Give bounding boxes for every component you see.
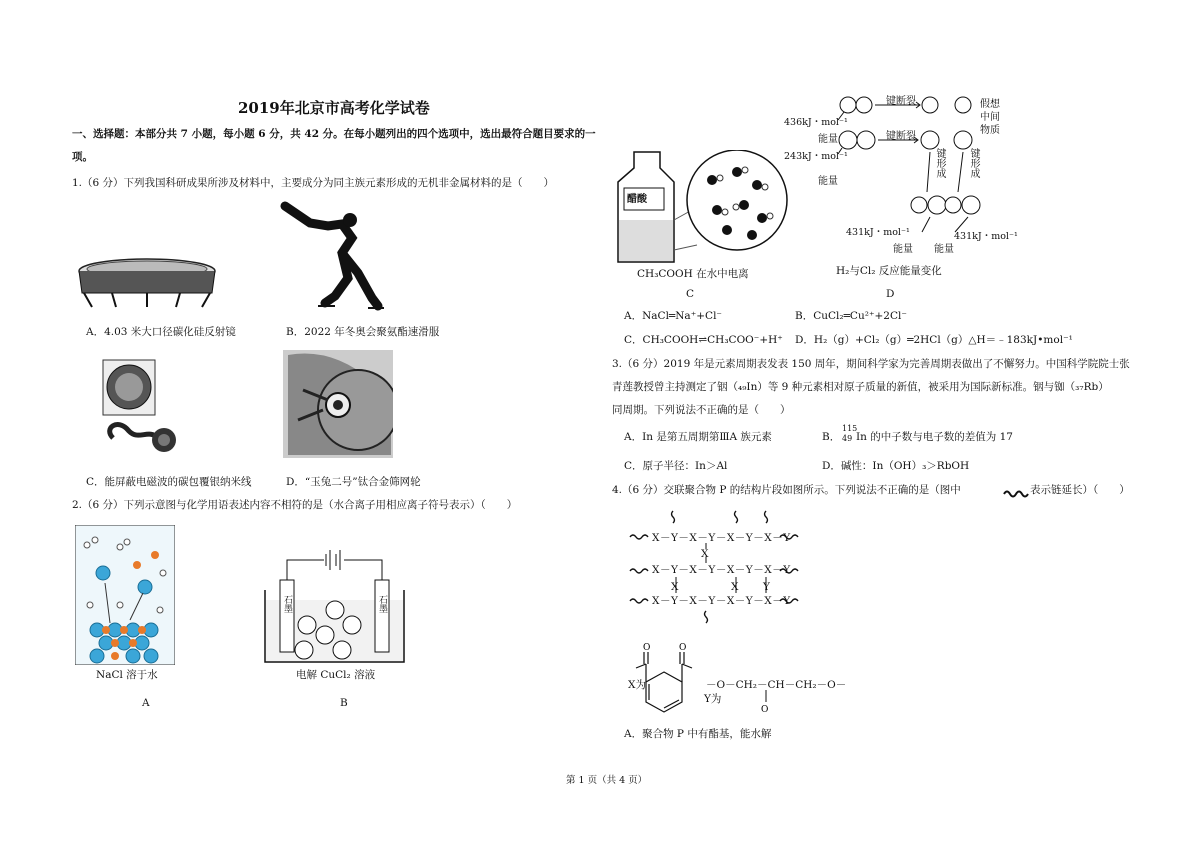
q4-y-branch xyxy=(756,690,776,722)
q4-stem-tail: 表示链延长）（ ） xyxy=(1030,484,1130,496)
q2-figure-c-caption: CH₃COOH 在水中电离 xyxy=(637,268,749,280)
q2-figure-d-e431b: 431kJ・mol⁻¹ xyxy=(954,231,1018,242)
q2-figure-d-caption: H₂与Cl₂ 反应能量变化 xyxy=(836,265,942,277)
q2-figure-b-letter: B xyxy=(340,697,348,709)
q2-figure-d-bond-break-1: 键断裂 xyxy=(886,96,916,107)
q2-figure-d-energy-4: 能量 xyxy=(934,244,954,255)
q4-y-chain: －O－CH₂－CH－CH₂－O－ xyxy=(706,679,847,691)
q2-stem: 2.（6 分）下列示意图与化学用语表述内容不相符的是（水合离子用相应离子符号表示）（ ） xyxy=(72,499,518,511)
q2-figure-a-letter: A xyxy=(142,697,150,709)
section-heading-line1: 一、选择题：本部分共 7 小题，每小题 6 分，共 42 分。在每小题列出的四个选项中，选出最符合题目要求的一 xyxy=(72,128,596,140)
q2-option-d: D．H₂（g）+Cl₂（g）═2HCl（g）△H＝﹣183kJ•mol⁻¹ xyxy=(795,334,1073,346)
q4-polymer-row3: X－Y－X－Y－X－Y－X－Y xyxy=(652,595,791,607)
q2-figure-b-electrode-right: 石墨 xyxy=(377,595,387,613)
q4-stem: 4.（6 分）交联聚合物 P 的结构片段如图所示。下列说法不正确的是（图中 xyxy=(612,484,961,496)
page-footer: 第 1 页（共 4 页） xyxy=(566,775,648,786)
page-title: 2019年北京市高考化学试卷 xyxy=(238,99,430,117)
section-heading-line2: 项。 xyxy=(72,151,93,163)
q4-option-a: A．聚合物 P 中有酯基，能水解 xyxy=(624,728,772,740)
q4-polymer-crosslink-1: X xyxy=(701,548,709,560)
q4-polymer-row2: X－Y－X－Y－X－Y－X－Y xyxy=(652,564,791,576)
q2-figure-d-energy-3: 能量 xyxy=(893,244,913,255)
q2-figure-b-caption: 电解 CuCl₂ 溶液 xyxy=(296,669,376,681)
q4-y-label: Y为 xyxy=(704,693,722,705)
q2-figure-d-bond-form-1: 键形成 xyxy=(934,148,945,178)
q2-figure-d-letter: D xyxy=(886,288,895,300)
q2-figure-d-e436: 436kJ・mol⁻¹ xyxy=(784,117,848,128)
q2-option-a: A．NaCl═Na⁺+Cl⁻ xyxy=(624,310,722,322)
q2-option-c: C．CH₃COOH⇌CH₃COO⁻+H⁺ xyxy=(624,334,783,346)
q4-polymer-crosslink-3: X xyxy=(731,581,739,593)
q2-figure-a-nacl xyxy=(75,525,175,665)
q2-figure-a-caption: NaCl 溶于水 xyxy=(96,669,158,681)
q4-polymer-crosslink-2: X xyxy=(671,581,679,593)
q1-wheel-image xyxy=(283,350,393,458)
q2-figure-d-bond-form-2: 键形成 xyxy=(968,148,979,178)
q3-stem-line2: 青莲教授曾主持测定了铟（₄₉In）等 9 种元素相对原子质量的新值，被采用为国际新标准。铟与铷（₃₇Rb） xyxy=(612,381,1109,393)
q3-stem-line1: 3.（6 分）2019 年是元素周期表发表 150 周年，期间科学家为完善周期表做出了不懈努力。中国科学院院士张 xyxy=(612,358,1130,370)
q1-option-b: B．2022 年冬奥会聚氨酯速滑服 xyxy=(286,326,440,338)
svg-text:O: O xyxy=(679,643,687,653)
q3-option-c: C．原子半径：In＞Al xyxy=(624,460,728,472)
q3-option-a: A．In 是第五周期第ⅢA 族元素 xyxy=(624,431,772,443)
q2-figure-b-electrode-left: 石墨 xyxy=(282,595,292,613)
q4-polymer-row1: X－Y－X－Y－X－Y－X－Y xyxy=(652,532,791,544)
q2-figure-c-acetic-acid xyxy=(612,150,797,265)
svg-text:O: O xyxy=(761,705,769,715)
q1-nanowire-image xyxy=(98,358,183,458)
q3-option-b-prefix: B． xyxy=(822,431,841,443)
wavy-line-icon xyxy=(1003,484,1029,503)
q1-stem: 1.（6 分）下列我国科研成果所涉及材料中，主要成分为同主族元素形成的无机非金属材料的是（ ） xyxy=(72,177,555,189)
q3-option-b: In 的中子数与电子数的差值为 17 xyxy=(856,431,1013,443)
q1-option-a: A．4.03 米大口径碳化硅反射镜 xyxy=(86,326,236,338)
q2-figure-d-bond-break-2: 键断裂 xyxy=(886,131,916,142)
q3-stem-line3: 同周期。下列说法不正确的是（ ） xyxy=(612,404,791,416)
q4-x-label: X为 xyxy=(628,679,646,691)
q2-figure-c-letter: C xyxy=(686,288,695,300)
q2-figure-d-e243: 243kJ・mol⁻¹ xyxy=(784,151,848,162)
q2-option-b: B．CuCl₂═Cu²⁺+2Cl⁻ xyxy=(795,310,907,322)
q1-option-d: D．“玉兔二号”钛合金筛网轮 xyxy=(286,476,421,488)
q1-speed-skater-image xyxy=(280,198,390,313)
q2-figure-d-energy-2: 能量 xyxy=(818,176,838,187)
q1-option-c: C．能屏蔽电磁波的碳包覆银纳米线 xyxy=(86,476,252,488)
q2-figure-d-energy-1: 能量 xyxy=(818,134,838,145)
q3-option-b-number: 49 xyxy=(842,434,853,443)
q2-figure-d-hypothetical: 假想中间物质 xyxy=(980,99,1000,136)
q1-mirror-image xyxy=(72,245,222,315)
q2-figure-d-e431a: 431kJ・mol⁻¹ xyxy=(846,227,910,238)
q2-figure-c-bottle-label: 醋酸 xyxy=(627,194,647,205)
q3-option-d: D．碱性：In（OH）₃＞RbOH xyxy=(822,460,970,472)
q3-option-b-mass: 115 xyxy=(842,424,858,433)
q4-polymer-crosslink-4: Y xyxy=(763,581,770,593)
svg-text:O: O xyxy=(643,643,651,653)
